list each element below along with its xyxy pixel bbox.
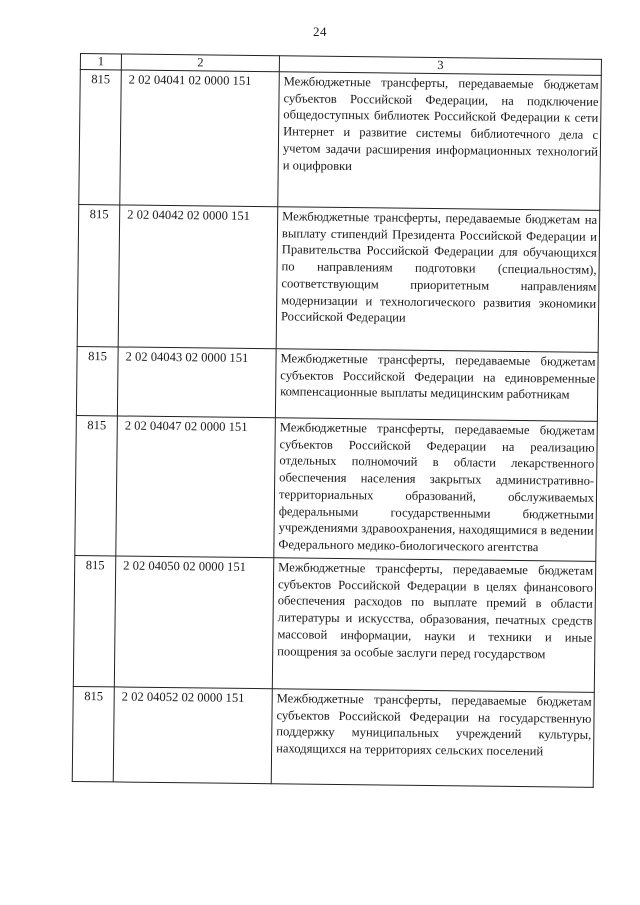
table-row [72,686,594,787]
revenue-name-cell: Межбюджетные трансферты, передаваемые бюджетам субъектов Российской Федерации на реализацию отдельных полномочий в области лекарственного обеспечения населения закрытых административно-территориальных образований, обслуживаемых федеральными государственными бюджетными учреждениями здравоохранения, находящимися в ведении Федерального медико-биологического агентства [274,418,598,562]
budget-code-cell: 2 02 04042 02 0000 151 [118,205,278,349]
budget-code-cell: 2 02 04047 02 0000 151 [116,416,276,558]
revenue-name-cell: Межбюджетные трансферты, передаваемые бюджетам субъектов Российской Федерации на единовременные компенсационные выплаты медицинским работникам [275,349,598,422]
admin-code-cell: 815 [76,346,118,415]
header-col-2: 2 [121,54,279,72]
admin-code-cell: 815 [77,204,120,346]
admin-code-cell: 815 [75,415,118,555]
budget-code-cell: 2 02 04041 02 0000 151 [120,70,280,207]
admin-code-cell: 815 [79,70,122,205]
table-row [79,70,601,211]
table-row [76,346,598,421]
budget-code-cell: 2 02 04052 02 0000 151 [113,687,272,784]
revenue-name-cell: Межбюджетные трансферты, передаваемые бюджетам субъектов Российской Федерации, на подключение общедоступных библиотек Российской Федерации к сети Интернет и развитие системы библиотечного дела с учетом задачи расширения информационных технологий и оцифровки [278,72,602,211]
budget-code-cell: 2 02 04050 02 0000 151 [114,556,273,689]
header-col-1: 1 [80,54,121,70]
table-row [75,415,598,561]
admin-code-cell: 815 [73,555,115,686]
header-col-3: 3 [279,56,601,76]
budget-codes-table [72,53,602,788]
table-row [77,204,600,352]
budget-code-cell: 2 02 04043 02 0000 151 [117,347,276,418]
page-number: 24 [313,24,327,39]
table-row [73,555,595,692]
revenue-name-cell: Межбюджетные трансферты, передаваемые бюджетам на выплату стипендий Президента Российской Федерации и Правительства Российской Федерации для обучающихся по направлениям подготовки (специальностям), соответствующим приоритетным направлениям модернизации и технологического развития экономики Российской Федерации [276,207,600,353]
revenue-name-cell: Межбюджетные трансферты, передаваемые бюджетам субъектов Российской Федерации в целях финансового обеспечения расходов по выплате премий в области литературы и искусства, образования, печатных средств массовой информации, науки и техники и иные поощрения за особые заслуги перед государством [272,558,595,693]
revenue-name-cell: Межбюджетные трансферты, передаваемые бюджетам субъектов Российской Федерации на государственную поддержку муниципальных учреждений культуры, находящихся на территориях сельских поселений [271,689,594,788]
admin-code-cell: 815 [72,686,114,781]
